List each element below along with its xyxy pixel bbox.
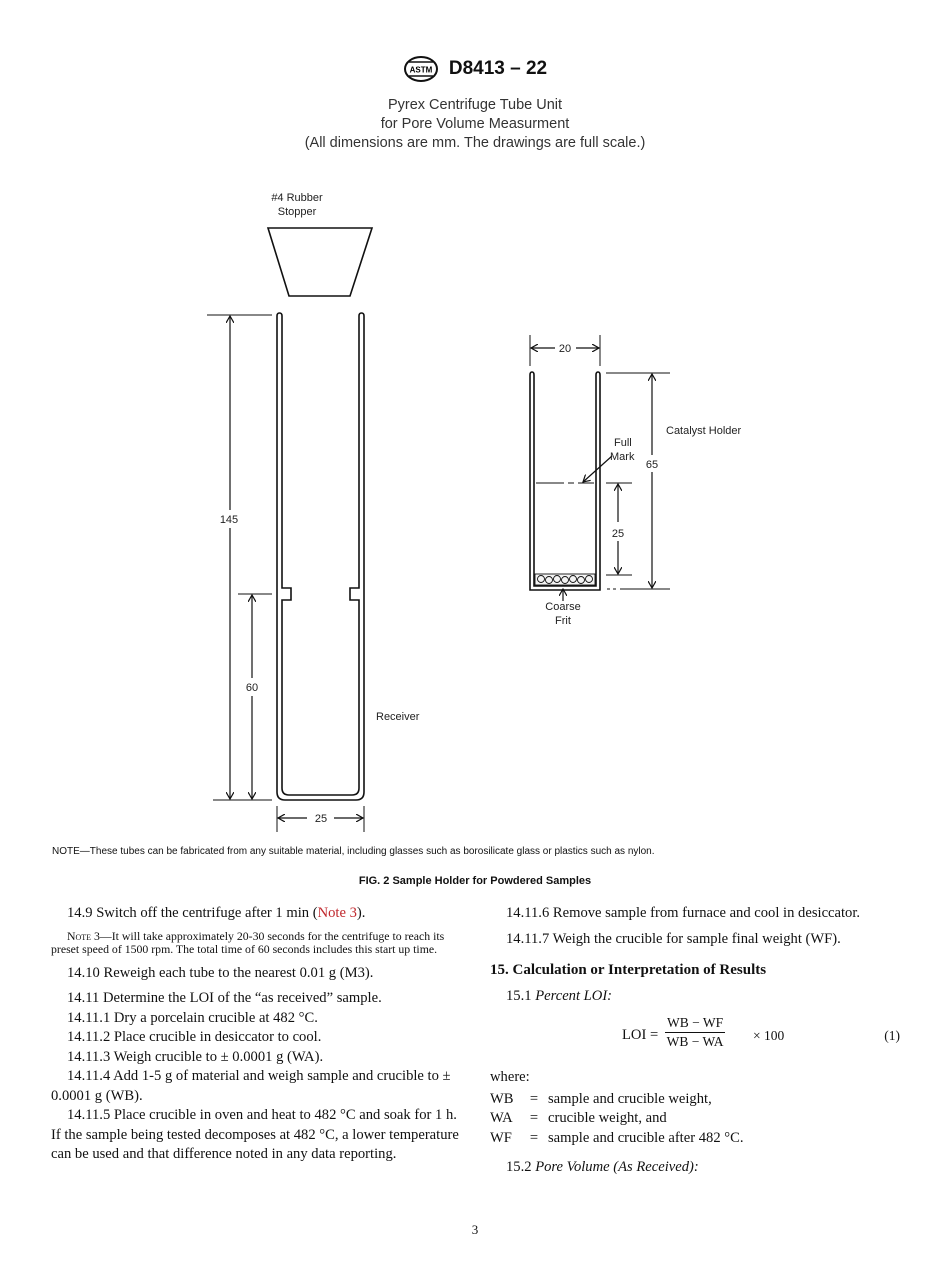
right-column bbox=[490, 904, 900, 1178]
left-column bbox=[51, 904, 461, 1165]
coarse-frit-label-line-2: Frit bbox=[555, 615, 571, 627]
figure-title-line-3: (All dimensions are mm. The drawings are full scale.) bbox=[304, 135, 646, 151]
figure-title-line-1: Pyrex Centrifuge Tube Unit bbox=[387, 97, 563, 113]
definition-row: WA = crucible weight, and bbox=[490, 1110, 667, 1126]
note-3: Note 3—It will take approximately 20-30 seconds for the centrifuge to reach its preset speed of 1500 rpm. The total time of 60 seconds includes this start up time. bbox=[51, 928, 445, 956]
document-number: D8413 – 22 bbox=[448, 58, 548, 79]
paragraph-14-11-1: 14.11.1 Dry a porcelain crucible at 482 °C. bbox=[67, 1009, 318, 1026]
figure-caption: FIG. 2 Sample Holder for Powdered Samples bbox=[358, 875, 592, 887]
receiver-tube bbox=[277, 313, 364, 800]
full-mark-label-line-1: Full bbox=[614, 437, 632, 449]
paragraph-15-2: 15.2 Pore Volume (As Received): bbox=[506, 1159, 699, 1175]
paragraph-15-1: 15.1 Percent LOI: bbox=[506, 987, 613, 1004]
paragraph-14-11-5: 14.11.5 Place crucible in oven and heat to 482 °C and soak for 1 h. If the sample being tested decomposes at 482 °C, a lower temperature can be used and that difference noted in any data reporting. bbox=[51, 1107, 459, 1162]
astm-logo-letters: ASTM bbox=[409, 65, 433, 75]
coarse-frit bbox=[535, 574, 595, 585]
definitions-list bbox=[490, 1090, 900, 1149]
receiver-lower-label: 60 bbox=[245, 682, 259, 694]
receiver-height-label: 145 bbox=[219, 514, 239, 526]
figure-note: NOTE—These tubes can be fabricated from any suitable material, including glasses such as borosilicate glass or plastics such as nylon. bbox=[52, 846, 655, 857]
figure-title-line-2: for Pore Volume Measurment bbox=[380, 116, 570, 132]
equation-lhs: LOI = bbox=[622, 1027, 659, 1043]
receiver-width-label: 25 bbox=[314, 813, 328, 825]
stopper-label-line-1: #4 Rubber bbox=[271, 192, 323, 204]
paragraph-14-9: 14.9 Switch off the centrifuge after 1 min (Note 3). bbox=[67, 905, 366, 921]
paragraph-14-11-7: 14.11.7 Weigh the crucible for sample final weight (WF). bbox=[506, 930, 841, 947]
equation-fraction bbox=[665, 1014, 725, 1051]
stopper-label-line-2: Stopper bbox=[277, 206, 317, 218]
equation-number: (1) bbox=[884, 1028, 900, 1043]
paragraph-14-11: 14.11 Determine the LOI of the “as received” sample. bbox=[67, 990, 382, 1006]
receiver-label: Receiver bbox=[376, 711, 420, 723]
holder-width-label: 20 bbox=[558, 343, 572, 355]
paragraph-14-11-6: 14.11.6 Remove sample from furnace and cool in desiccator. bbox=[506, 905, 861, 921]
paragraph-14-11-2: 14.11.2 Place crucible in desiccator to cool. bbox=[67, 1029, 322, 1045]
definition-row: WF = sample and crucible after 482 °C. bbox=[490, 1129, 744, 1146]
equation-factor: × 100 bbox=[753, 1028, 785, 1043]
equation-denominator: WB − WA bbox=[666, 1034, 724, 1049]
note-3-link[interactable]: Note 3 bbox=[317, 905, 357, 921]
equation-numerator: WB − WF bbox=[665, 1014, 725, 1033]
catalyst-holder-label: Catalyst Holder bbox=[666, 425, 742, 437]
holder-height-label: 65 bbox=[645, 459, 659, 471]
catalyst-holder bbox=[530, 372, 600, 590]
paragraph-14-10: 14.10 Reweigh each tube to the nearest 0.01 g (M3). bbox=[67, 964, 374, 981]
paragraph-14-11-3: 14.11.3 Weigh crucible to ± 0.0001 g (WA). bbox=[67, 1048, 324, 1065]
page-number: 3 bbox=[471, 1222, 479, 1237]
where-label: where: bbox=[490, 1069, 530, 1085]
paragraph-14-11-4: 14.11.4 Add 1-5 g of material and weigh sample and crucible to ± 0.0001 g (WB). bbox=[51, 1068, 451, 1104]
section-15-heading: 15. Calculation or Interpretation of Results bbox=[490, 962, 767, 978]
holder-fill-label: 25 bbox=[611, 528, 625, 540]
coarse-frit-label-line-1: Coarse bbox=[545, 601, 581, 613]
rubber-stopper bbox=[268, 228, 372, 296]
equation-1 bbox=[490, 1012, 900, 1058]
full-mark-label-line-2: Mark bbox=[610, 451, 635, 463]
definition-row: WB = sample and crucible weight, bbox=[490, 1090, 712, 1107]
